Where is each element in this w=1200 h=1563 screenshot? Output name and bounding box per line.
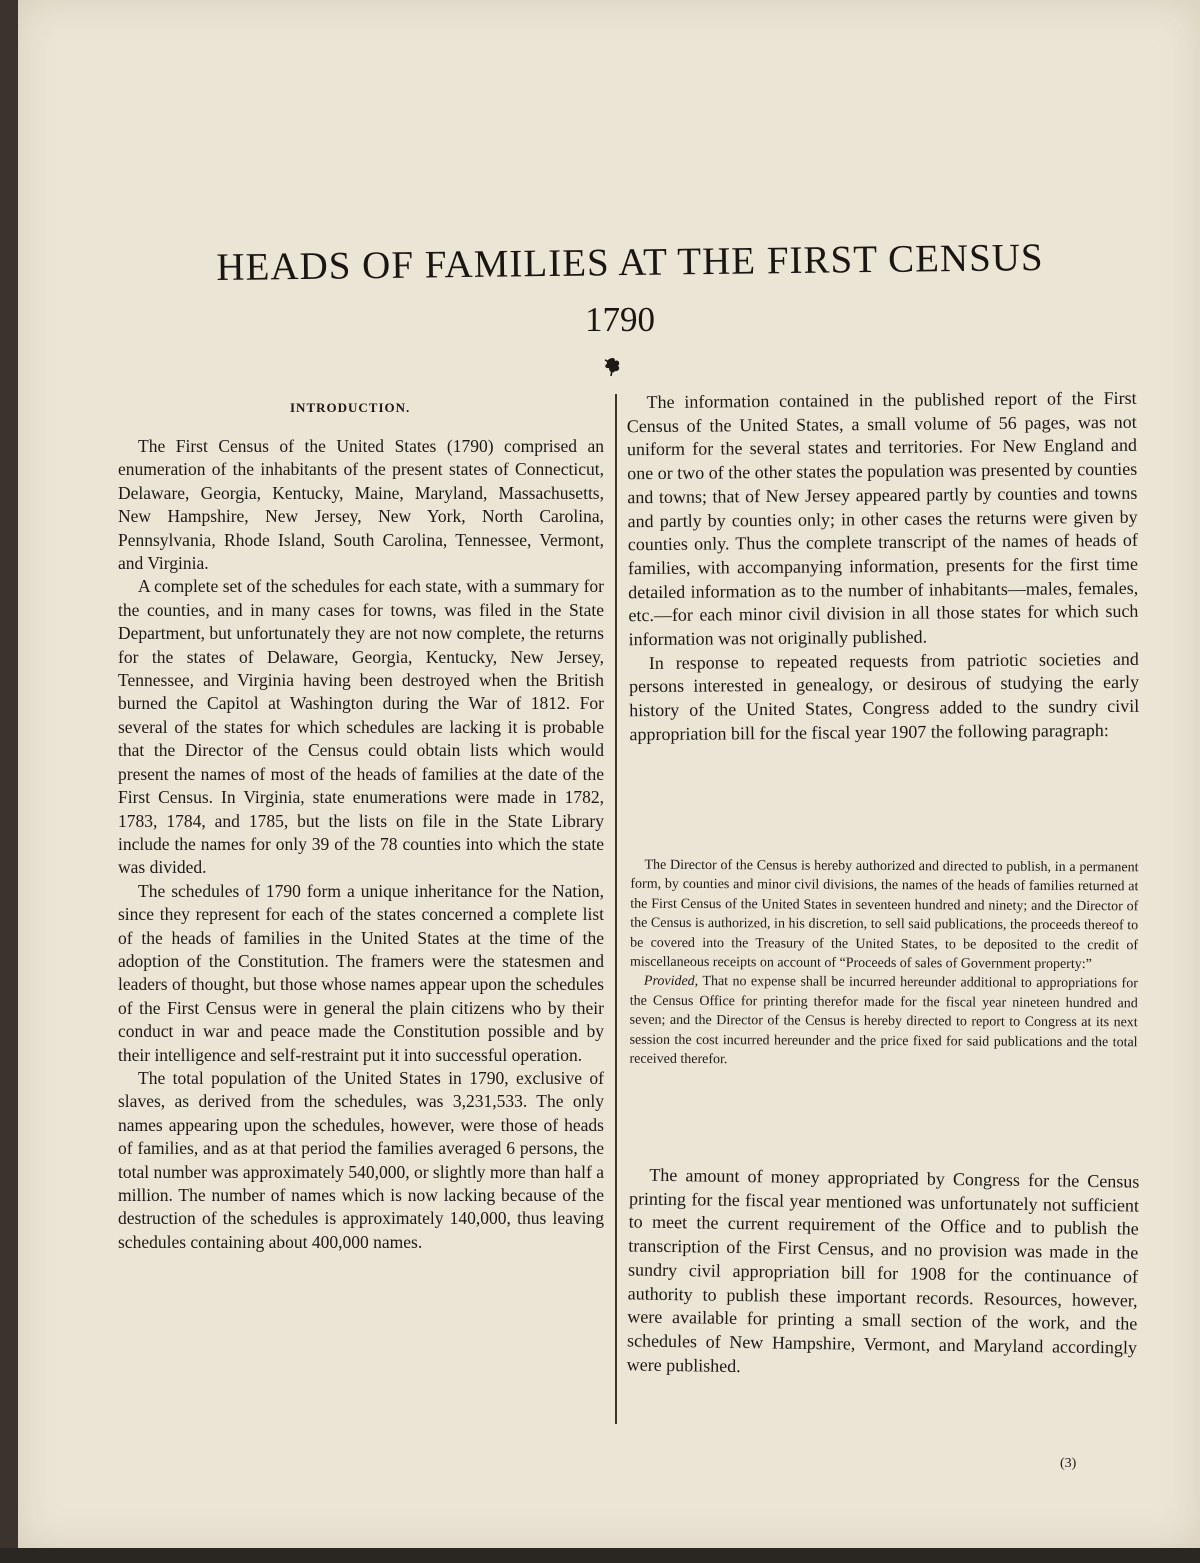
proviso-text: That no expense shall be incurred hereunder additional to appropriations for the Census Office for printing therefor made for the fiscal year nineteen hundred and seven; and the Director of the Census is hereby directed to report to Congress at its next session the cost incurred hereunder and the price fixed for said publications and the total received therefor. bbox=[629, 974, 1138, 1068]
paragraph: A complete set of the schedules for each state, with a summary for the counties, and in many cases for towns, was filed in the State Department, but unfortunately they are not now complete, the returns for the states of Delaware, Georgia, Kentucky, New Jersey, Tennessee, and Virginia having been destroyed when the British burned the Capitol at Washington during the War of 1812. For several of the states for which schedules are lacking it is probable that the Director of the Census could obtain lists which would present the names of most of the heads of families at the date of the First Census. In Virginia, state enumerations were made in 1782, 1783, 1784, and 1785, but the lists on file in the State Library include the names for only 39 of the 78 counties into which the state was divided. bbox=[118, 576, 604, 878]
page-number: (3) bbox=[1060, 1456, 1077, 1471]
quoted-legislation bbox=[629, 856, 1138, 1072]
paragraph: The total population of the United States in 1790, exclusive of slaves, as derived from the schedules, was 3,231,533. The only names appearing upon the schedules, however, were those of heads of families, and as at that period the families averaged 6 persons, the total number was approximately 540,000, or slightly more than half a million. The number of names which is now lacking because of the destruction of the schedules is approximately 140,000, thus leaving schedules containing about 400,000 names. bbox=[118, 1067, 605, 1252]
column-divider bbox=[615, 394, 617, 1424]
page-title: HEADS OF FAMILIES AT THE FIRST CENSUS bbox=[216, 235, 1044, 290]
paragraph: The schedules of 1790 form a unique inheritance for the Nation, since they represent for each of the states concerned a complete list of the heads of families in the United States at the time of the adoption of the Constitution. The framers were the statesmen and leaders of thought, but those whose names appear upon the schedules of the First Census were in general the plain citizens who by their conduct in war and peace made the Constitution possible and by their intelligence and self-restraint put it into successful operation. bbox=[118, 880, 604, 1065]
section-heading-introduction: INTRODUCTION. bbox=[290, 400, 411, 415]
right-column-bottom bbox=[627, 1163, 1140, 1383]
paragraph: The First Census of the United States (1790) comprised an enumeration of the inhabitants of the present states of Connecticut, Delaware, Georgia, Kentucky, Maine, Maryland, Massachusetts, New Hampshire, New Jersey, New York, North Carolina, Pennsylvania, Rhode Island, South Carolina, Tennessee, Vermont, and Virginia. bbox=[118, 436, 604, 574]
quote-paragraph: The Director of the Census is hereby authorized and directed to publish, in a permanent form, by counties and minor civil divisions, the names of the heads of families returned at the First Census of the United States in seventeen hundred and ninety; and the Director of the Census is authorized, in his discretion, to sell said publications, the proceeds thereof to be covered into the Treasury of the United States, to be deposited to the credit of miscellaneous receipts on account of “Proceeds of sales of Government property:” bbox=[629, 857, 1139, 973]
proviso-lead: Provided, bbox=[643, 974, 699, 990]
paragraph: In response to repeated requests from patriotic societies and persons interested in genealogy, or desirous of studying the early history of the United States, Congress added to the sundry civil appropriation bill for the fiscal year 1907 the following paragraph: bbox=[628, 648, 1140, 745]
paragraph: The amount of money appropriated by Congress for the Census printing for the fiscal year mentioned was unfortunately not sufficient to meet the current requirement of the Office and to publish the transcription of the First Census, and no provision was made in the sundry civil appropriation bill for 1908 for the continuance of authority to publish these important records. Resources, however, were available for printing a small section of the work, and the schedules of New Hampshire, Vermont, and Maryland accordingly were published. bbox=[626, 1164, 1140, 1376]
page-bottom-edge bbox=[0, 1548, 1200, 1563]
right-column-top bbox=[626, 387, 1139, 747]
floral-ornament-icon bbox=[601, 354, 625, 378]
left-column bbox=[118, 435, 604, 1254]
page-year: 1790 bbox=[585, 300, 655, 339]
book-edge bbox=[0, 0, 18, 1548]
proviso-paragraph bbox=[629, 972, 1138, 1072]
paragraph: The information contained in the published report of the First Census of the United States, a small volume of 56 pages, was not uniform for the several states and territories. For New England and one or two of the other states the population was presented by counties and towns; that of New Jersey appeared partly by counties and towns and partly by counties only; in other cases the returns were given by counties only. Thus the complete transcript of the names of heads of families, with accompanying information, presents for the first time detailed information as to the number of inhabitants—males, females, etc.—for each minor civil division in all those states for which such information was not originally published. bbox=[626, 387, 1139, 650]
